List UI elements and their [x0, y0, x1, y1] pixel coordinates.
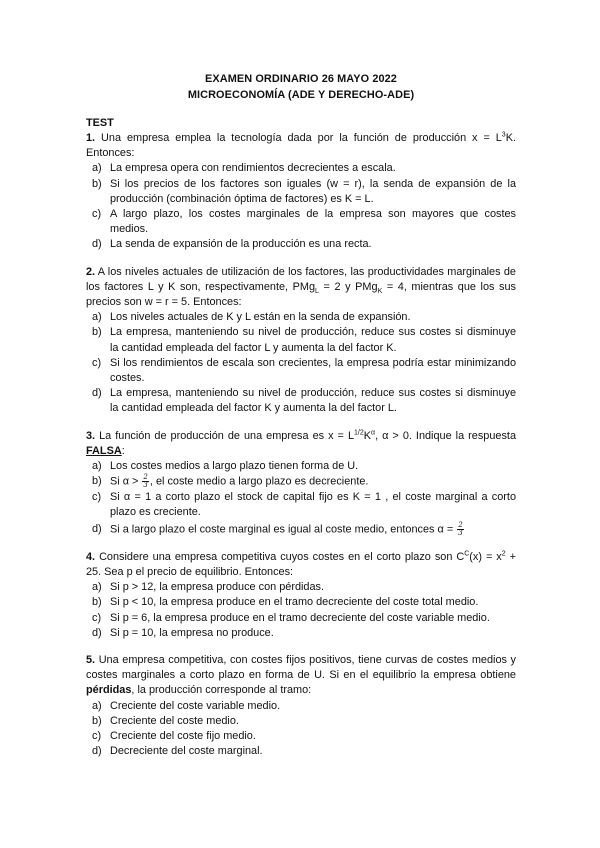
option [86, 207, 516, 237]
stem-text: K [363, 429, 372, 442]
option [86, 161, 516, 176]
fraction-denominator: 3 [143, 481, 148, 490]
question-2-stem [86, 265, 516, 311]
stem-text: A los niveles actuales de utilización de los factores, las productividades marginales de los factores L y K son, respectivamente, PMg [86, 265, 516, 293]
option-text: Si p < 10, la empresa produce en el tramo decreciente del coste total medio. [110, 596, 479, 609]
superscript: 1/2 [354, 429, 364, 437]
stem-text: La función de producción de una empresa es x = L [95, 429, 355, 442]
option-text: Si a largo plazo el coste marginal es igual al coste medio, entonces α = [110, 523, 457, 536]
option-label: d) [92, 523, 102, 536]
subscript: K [377, 288, 383, 295]
option-label: d) [92, 238, 102, 251]
stem-text: K. Entonces: [86, 132, 516, 160]
option-text: Si p = 6, la empresa produce en el tramo decreciente del coste variable medio. [110, 611, 490, 624]
option-label: c) [92, 208, 102, 221]
option [86, 474, 516, 490]
exam-title [86, 71, 516, 103]
option-label: a) [92, 581, 102, 594]
option-text: , el coste medio a largo plazo es decreciente. [149, 475, 369, 488]
fraction-numerator: 2 [458, 521, 463, 530]
option-label: b) [92, 714, 102, 727]
section-heading: TEST [86, 117, 114, 129]
question-5-options [86, 699, 516, 760]
option-label: b) [92, 475, 102, 488]
option-text: A largo plazo, los costes marginales de la empresa son mayores que costes medios. [110, 208, 516, 236]
question-number: 3. [86, 429, 96, 442]
subscript: L [315, 288, 319, 295]
option [86, 611, 516, 626]
option-label: a) [92, 311, 102, 324]
fraction [142, 474, 148, 489]
option-text: Decreciente del coste marginal. [110, 745, 263, 758]
option [86, 699, 516, 714]
option [86, 595, 516, 610]
option-text: Creciente del coste medio. [110, 714, 239, 727]
option [86, 522, 516, 538]
question-number: 4. [86, 550, 96, 563]
option-text: Si α > [110, 475, 142, 488]
option [86, 490, 516, 520]
option-label: c) [92, 356, 102, 369]
question-4 [86, 550, 516, 641]
option-label: b) [92, 596, 102, 609]
stem-text: Una empresa emplea la tecnología dada por la función de producción x = L [95, 132, 502, 144]
option-text: La empresa opera con rendimientos decrecientes a escala. [110, 162, 396, 175]
option-text: Si p > 12, la empresa produce con pérdidas. [110, 581, 325, 594]
question-2-options [86, 310, 516, 416]
stem-text: = 2 y PMg [318, 280, 378, 293]
question-number: 1. [86, 132, 96, 144]
option-text: Si p = 10, la empresa no produce. [110, 626, 274, 639]
question-3-stem [86, 429, 516, 459]
question-1 [86, 131, 516, 253]
option [86, 177, 516, 207]
question-4-stem [86, 550, 516, 580]
stem-text: Considere una empresa competitiva cuyos costes en el corto plazo son C [95, 550, 465, 563]
superscript: 2 [501, 550, 506, 558]
option-text: Si los precios de los factores son iguales (w = r), la senda de expansión de la producción (combinación óptima de factores) es K = L. [110, 177, 516, 205]
option [86, 580, 516, 595]
stem-text: = 4, mientras que los sus precios son w = r = 5. Entonces: [86, 280, 516, 309]
option-text: La empresa, manteniendo su nivel de producción, reduce sus costes si disminuye la cantidad empleada del factor K y aumenta la del factor L. [110, 387, 516, 415]
stem-text: : [121, 444, 125, 457]
option [86, 325, 516, 355]
stem-text: (x) = x [469, 550, 502, 563]
option-text: La senda de expansión de la producción es una recta. [110, 238, 372, 251]
option-label: c) [92, 730, 102, 743]
option-label: b) [92, 326, 102, 339]
fraction-numerator: 2 [143, 473, 148, 482]
option [86, 729, 516, 744]
question-1-options [86, 161, 516, 252]
option-text: Si α = 1 a corto plazo el stock de capital fijo es K = 1 , el coste marginal a corto plazo es creciente. [110, 490, 516, 519]
exam-title-line2: MICROECONOMÍA (ADE Y DERECHO-ADE) [187, 89, 415, 101]
option-label: a) [92, 699, 102, 712]
option-label: b) [92, 177, 102, 190]
option-label: a) [92, 162, 102, 175]
superscript: C [464, 550, 470, 558]
option-label: a) [92, 460, 102, 473]
option-text: Creciente del coste fijo medio. [110, 730, 256, 743]
option-label: d) [92, 626, 102, 639]
option-text: Los niveles actuales de K y L están en la senda de expansión. [110, 311, 411, 324]
perdidas-emphasis: pérdidas [86, 684, 132, 697]
option-text: La empresa, manteniendo su nivel de producción, reduce sus costes si disminuye la cantidad empleada del factor L y aumenta la del factor K. [110, 326, 516, 354]
option [86, 310, 516, 325]
stem-text: , α > 0. Indique la respuesta [375, 429, 517, 442]
question-number: 5. [86, 654, 96, 667]
question-2 [86, 265, 516, 417]
question-number: 2. [86, 265, 96, 278]
option [86, 356, 516, 386]
option [86, 386, 516, 416]
falsa-emphasis: FALSA [86, 444, 122, 457]
option [86, 744, 516, 759]
option [86, 714, 516, 729]
option-label: c) [92, 490, 102, 503]
superscript: 3 [501, 131, 506, 139]
stem-text: Una empresa competitiva, con costes fijos positivos, tiene curvas de costes medios y costes marginales a corto plazo en forma de U. Si en el equilibrio la empresa obtiene [86, 654, 516, 682]
question-5-stem [86, 653, 516, 699]
option-text: Los costes medios a largo plazo tienen forma de U. [110, 460, 359, 473]
option-label: d) [92, 745, 102, 758]
question-3 [86, 429, 516, 538]
option-text: Si los rendimientos de escala son crecientes, la empresa podría estar minimizando costes. [110, 356, 516, 385]
question-4-options [86, 580, 516, 641]
stem-text: + 25. Sea p el precio de equilibrio. Entonces: [86, 550, 516, 579]
option-label: d) [92, 387, 102, 400]
option-text: Creciente del coste variable medio. [110, 699, 281, 712]
superscript: α [371, 429, 376, 437]
option-label: c) [92, 611, 102, 624]
fraction [457, 522, 463, 537]
question-1-stem [86, 131, 516, 161]
option [86, 626, 516, 641]
stem-text: , la producción corresponde al tramo: [131, 684, 312, 697]
exam-title-line1: EXAMEN ORDINARIO 26 MAYO 2022 [205, 73, 397, 85]
option [86, 459, 516, 474]
question-5 [86, 653, 516, 759]
question-3-options [86, 459, 516, 538]
option [86, 237, 516, 252]
fraction-denominator: 3 [458, 529, 463, 538]
